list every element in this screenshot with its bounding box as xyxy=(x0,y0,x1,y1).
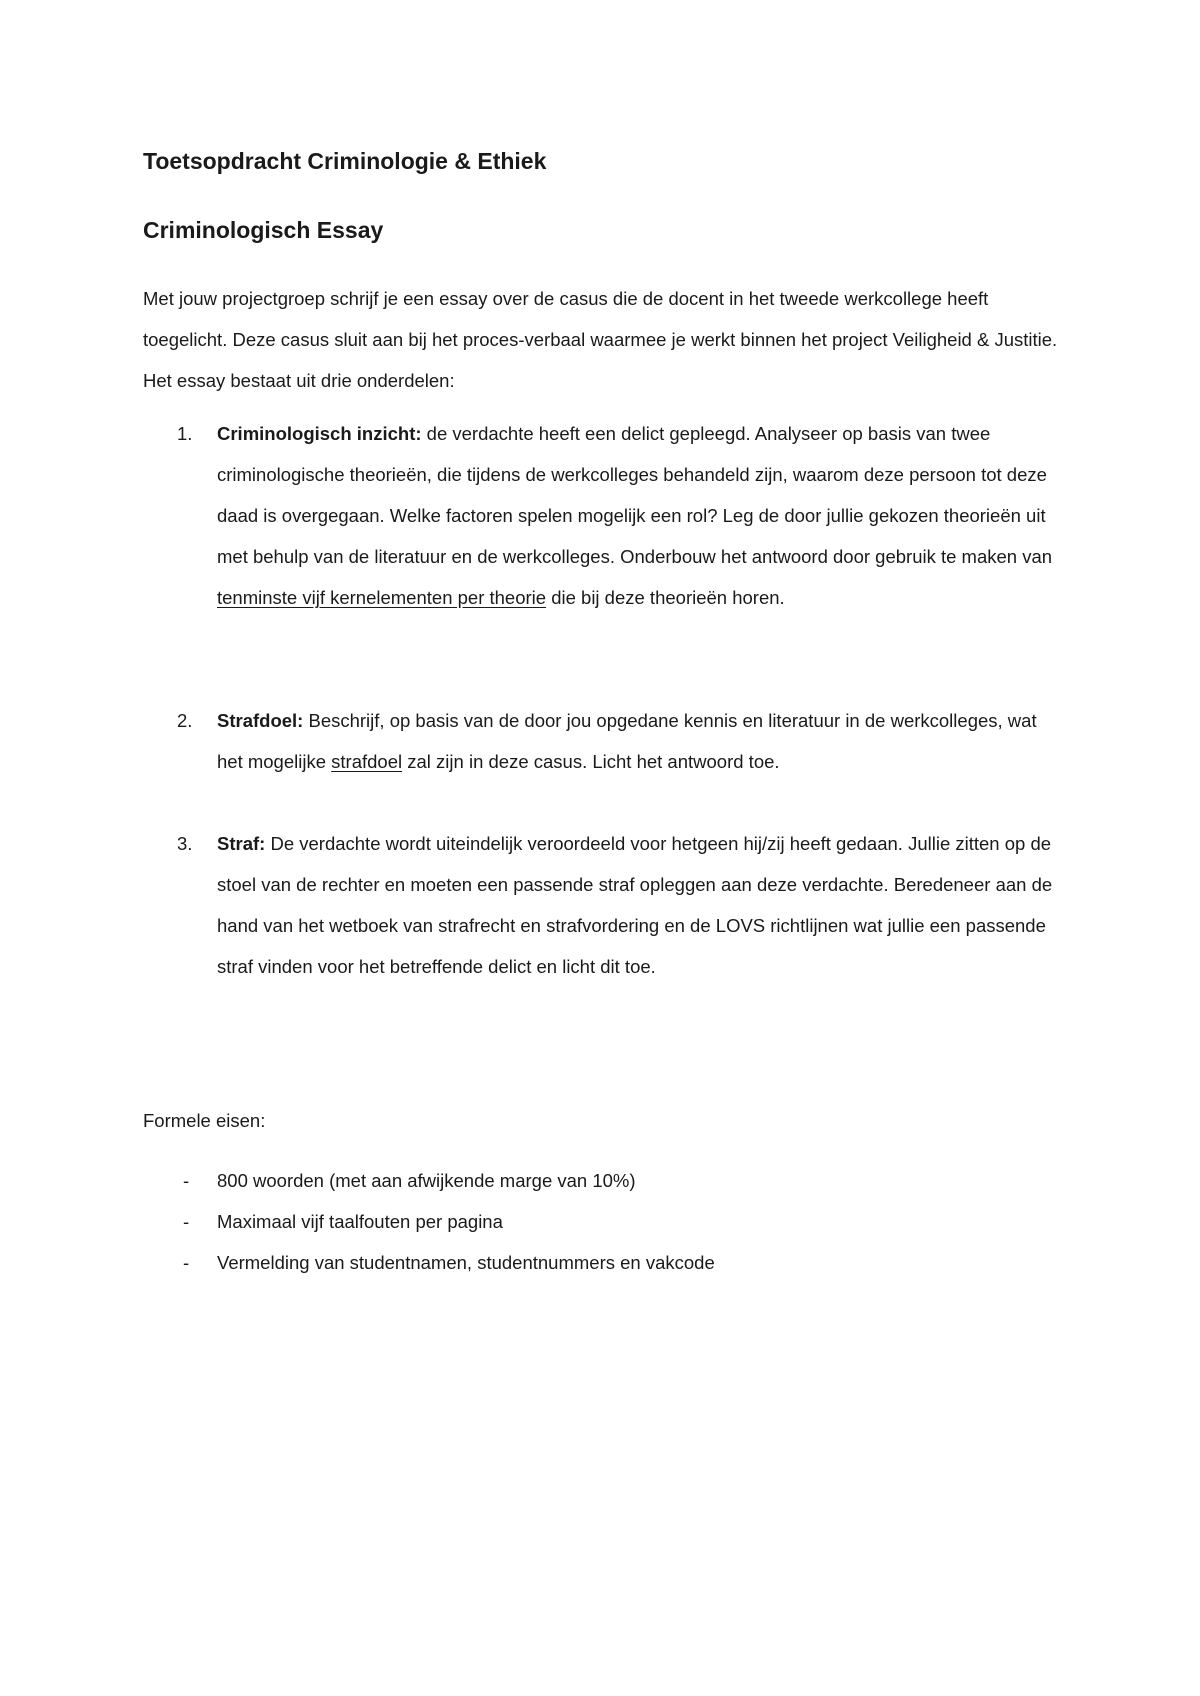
item-label: Strafdoel: xyxy=(217,710,304,731)
assignment-item-3 xyxy=(143,823,1063,987)
item-label: Straf: xyxy=(217,833,266,854)
requirement-text: Maximaal vijf taalfouten per pagina xyxy=(217,1211,503,1232)
bullet-dash: - xyxy=(183,1211,190,1232)
list-item xyxy=(143,1242,1063,1283)
item-text-after: zal zijn in deze casus. Licht het antwoord toe. xyxy=(402,751,780,772)
item-underlined-text: tenminste vijf kernelementen per theorie xyxy=(217,587,547,608)
requirements-list xyxy=(143,1160,1063,1283)
intro-paragraph: Met jouw projectgroep schrijf je een essay over de casus die de docent in het tweede werkcollege heeft toegelicht. Deze casus sluit aan bij het proces-verbaal waarmee je werkt binnen het project Veiligheid & Justitie. Het essay bestaat uit drie onderdelen: xyxy=(143,288,1058,391)
item-number: 1. xyxy=(177,423,193,444)
list-item xyxy=(143,1201,1063,1242)
document-subtitle: Criminologisch Essay xyxy=(143,217,384,243)
list-item xyxy=(143,700,1063,782)
item-number: 3. xyxy=(177,833,193,854)
requirements-heading: Formele eisen: xyxy=(143,1110,266,1131)
item-underlined-text: strafdoel xyxy=(331,751,403,772)
assignment-item-2 xyxy=(143,700,1063,782)
item-label: Criminologisch inzicht: xyxy=(217,423,422,444)
list-item xyxy=(143,413,1063,618)
requirement-text: 800 woorden (met aan afwijkende marge van 10%) xyxy=(217,1170,636,1191)
item-text: de verdachte heeft een delict gepleegd. Analyseer op basis van twee criminologische theorieën, die tijdens de werkcolleges behandeld zijn, waarom deze persoon tot deze daad is overgegaan. Welke factoren spelen mogelijk een rol? Leg de door jullie gekozen theorieën uit met behulp van de literatuur en de werkcolleges. Onderbouw het antwoord door gebruik te maken van xyxy=(217,423,1053,567)
list-item xyxy=(143,823,1063,987)
item-text: De verdachte wordt uiteindelijk veroordeeld voor hetgeen hij/zij heeft gedaan. Jullie zitten op de stoel van de rechter en moeten een passende straf opleggen aan deze verdachte. Beredeneer aan de hand van het wetboek van strafrecht en strafvordering en de LOVS richtlijnen wat jullie een passende straf vinden voor het betreffende delict en licht dit toe. xyxy=(217,833,1053,977)
requirement-text: Vermelding van studentnamen, studentnummers en vakcode xyxy=(217,1252,715,1273)
item-text-after: die bij deze theorieën horen. xyxy=(546,587,785,608)
item-number: 2. xyxy=(177,710,193,731)
bullet-dash: - xyxy=(183,1252,190,1273)
item-text: Beschrijf, op basis van de door jou opgedane kennis en literatuur in de werkcolleges, wat het mogelijke xyxy=(217,710,1037,772)
document-title: Toetsopdracht Criminologie & Ethiek xyxy=(143,148,547,174)
assignment-item-1 xyxy=(143,413,1063,618)
list-item xyxy=(143,1160,1063,1201)
bullet-dash: - xyxy=(183,1170,190,1191)
